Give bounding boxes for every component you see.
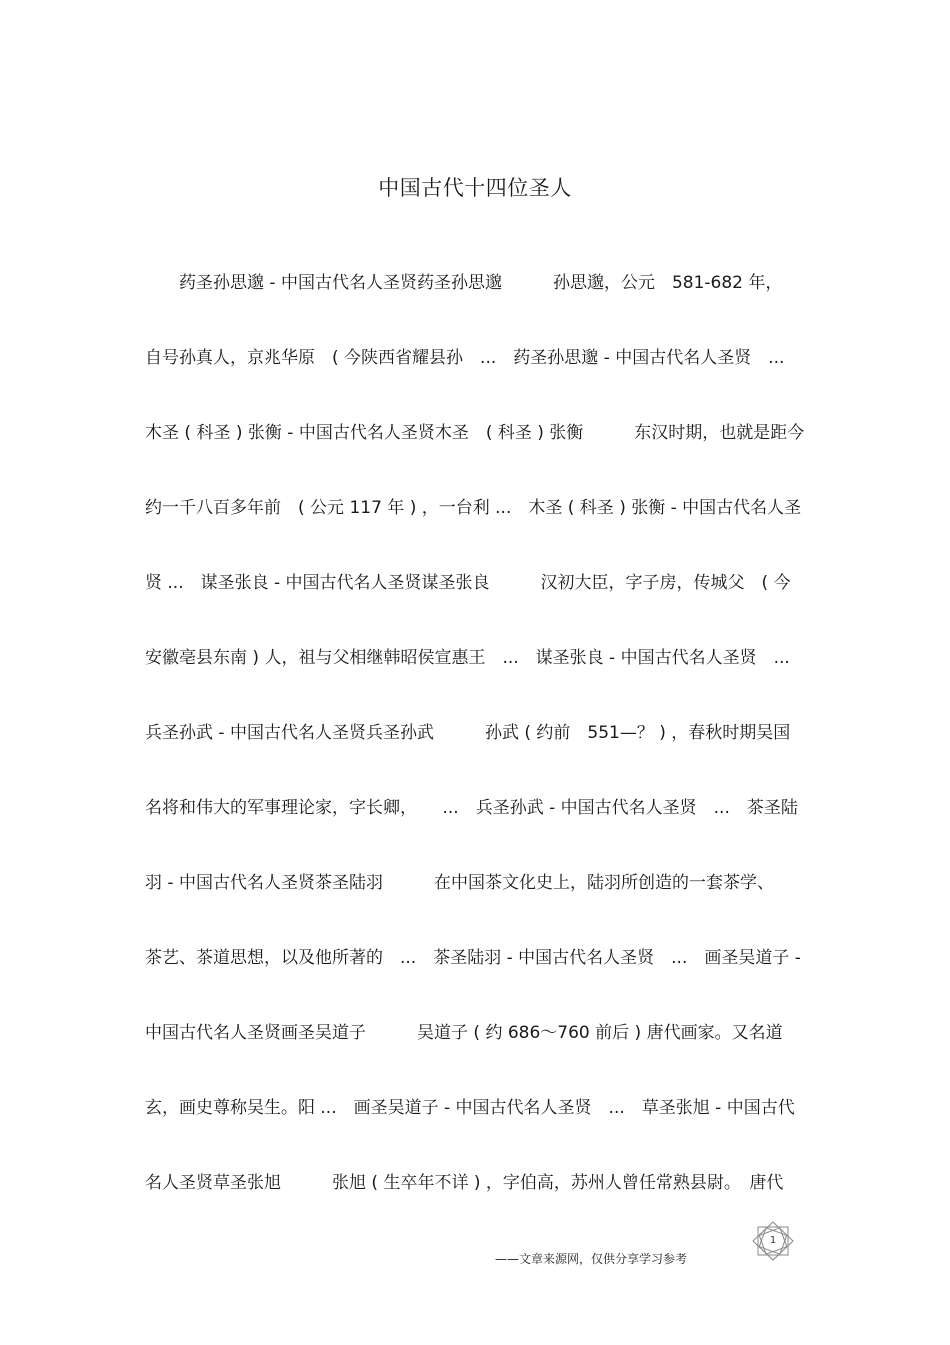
- body-line: 木圣 ( 科圣 ) 张衡 - 中国古代名人圣贤木圣 ( 科圣 ) 张衡 东汉时期，也就是距今: [145, 423, 805, 443]
- body-line: 中国古代名人圣贤画圣吴道子 吴道子 ( 约 686～760 前后 ) 唐代画家。又名道: [145, 1023, 783, 1043]
- body-line: 名人圣贤草圣张旭 张旭 ( 生卒年不详 ) ，字伯高，苏州人曾任常熟县尉。 唐代: [145, 1173, 784, 1193]
- body-line: 兵圣孙武 - 中国古代名人圣贤兵圣孙武 孙武 ( 约前 551—？ ) ，春秋时期吴国: [145, 723, 791, 743]
- body-line: 名将和伟大的军事理论家，字长卿， ... 兵圣孙武 - 中国古代名人圣贤 ... 茶圣陆: [145, 798, 798, 818]
- body-line: 贤 ... 谋圣张良 - 中国古代名人圣贤谋圣张良 汉初大臣，字子房，传城父 ( 今: [145, 573, 791, 593]
- body-line: 茶艺、茶道思想，以及他所著的 ... 茶圣陆羽 - 中国古代名人圣贤 ... 画圣吴道子 -: [145, 948, 801, 968]
- body-line: 自号孙真人，京兆华原 ( 今陕西省耀县孙 ... 药圣孙思邈 - 中国古代名人圣贤 ...: [145, 348, 785, 368]
- body-line: 玄，画史尊称吴生。阳 ... 画圣吴道子 - 中国古代名人圣贤 ... 草圣张旭 - 中国古代: [145, 1098, 795, 1118]
- page-number: 1: [769, 1235, 777, 1246]
- body-line: 药圣孙思邈 - 中国古代名人圣贤药圣孙思邈 孙思邈，公元 581-682 年，: [145, 273, 783, 293]
- body-line: 约一千八百多年前 ( 公元 117 年 ) ，一台利 ... 木圣 ( 科圣 ) 张衡 - 中国古代名人圣: [145, 498, 802, 518]
- body-line: 羽 - 中国古代名人圣贤茶圣陆羽 在中国茶文化史上，陆羽所创造的一套茶学、: [145, 873, 774, 893]
- document-title: 中国古代十四位圣人: [378, 176, 572, 200]
- body-line: 安徽亳县东南 ) 人，祖与父相继韩昭侯宣惠王 ... 谋圣张良 - 中国古代名人圣贤 ...: [145, 648, 790, 668]
- footer-source-note: ——文章来源网，仅供分享学习参考: [495, 1252, 688, 1266]
